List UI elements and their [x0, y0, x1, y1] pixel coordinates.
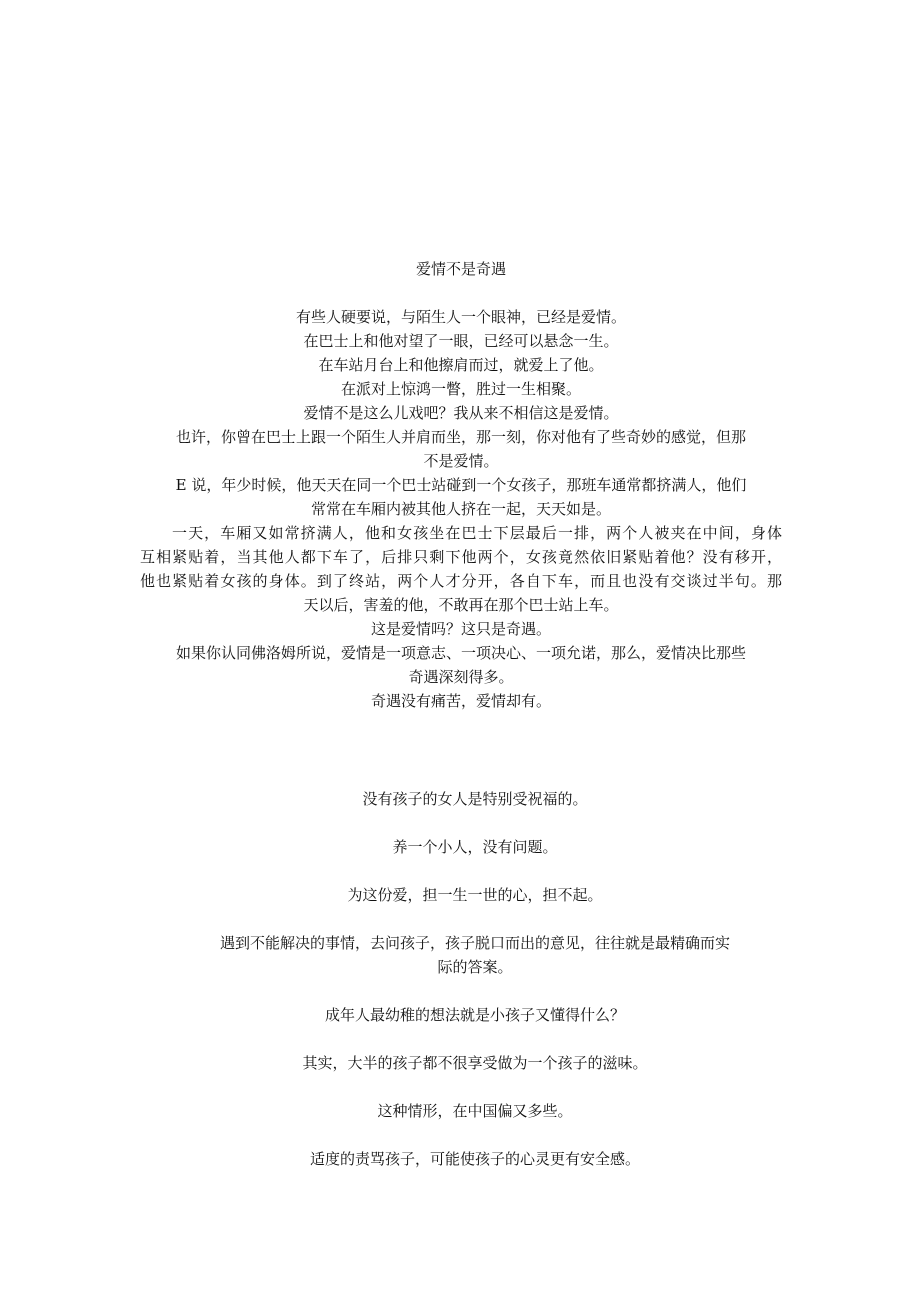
paragraph-line: 常常在车厢内被其他人挤在一起，天天如是。 [310, 500, 611, 518]
paragraph-line: 奇遇没有痛苦，爱情却有。 [370, 692, 551, 710]
paragraph-line: 为这份爱，担一生一世的心，担不起。 [347, 886, 603, 904]
paragraph-line: 如果你认同佛洛姆所说，爱情是一项意志、一项决心、一项允诺，那么，爱情决比那些 [175, 644, 746, 662]
paragraph-line: 奇遇深刻得多。 [408, 668, 514, 686]
paragraph-line: 有些人硬要说，与陌生人一个眼神，已经是爱情。 [295, 308, 626, 326]
paragraph-line: 天以后，害羞的他，不敢再在那个巴士站上车。 [303, 596, 619, 614]
paragraph-line: 成年人最幼稚的想法就是小孩子又懂得什么？ [324, 1006, 625, 1024]
paragraph-line: E 说，年少时候，他天天在同一个巴士站碰到一个女孩子，那班车通常都挤满人，他们 [175, 476, 747, 494]
paragraph-line: 他也紧贴着女孩的身体。到了终站，两个人才分开，各自下车，而且也没有交谈过半句。那 [140, 572, 782, 590]
paragraph-line: 在派对上惊鸿一瞥，胜过一生相聚。 [340, 380, 581, 398]
paragraph-line: 这种情形，在中国偏又多些。 [377, 1102, 573, 1120]
paragraph-line: 这是爱情吗？这只是奇遇。 [370, 620, 551, 638]
paragraph-line: 也许，你曾在巴士上跟一个陌生人并肩而坐，那一刻，你对他有了些奇妙的感觉，但那 [175, 428, 746, 446]
paragraph-line: 在车站月台上和他擦肩而过，就爱上了他。 [318, 356, 604, 374]
paragraph-line: 遇到不能解决的事情，去问孩子，孩子脱口而出的意见，往往就是最精确而实 [219, 934, 730, 952]
paragraph-line: 其实，大半的孩子都不很享受做为一个孩子的滋味。 [302, 1054, 648, 1072]
paragraph-line: 在巴士上和他对望了一眼，已经可以悬念一生。 [303, 332, 619, 350]
paragraph-line: 不是爱情。 [423, 452, 499, 470]
paragraph-line: 互相紧贴着，当其他人都下车了，后排只剩下他两个，女孩竟然依旧紧贴着他？没有移开， [140, 548, 782, 566]
paragraph-line: 爱情不是这么儿戏吧？我从来不相信这是爱情。 [303, 404, 619, 422]
paragraph-line: 没有孩子的女人是特别受祝福的。 [362, 790, 588, 808]
paragraph-line: 适度的责骂孩子，可能使孩子的心灵更有安全感。 [309, 1150, 640, 1168]
article-title: 爱情不是奇遇 [415, 260, 506, 278]
paragraph-line: 养一个小人，没有问题。 [392, 838, 558, 856]
paragraph-line: 一天，车厢又如常挤满人，他和女孩坐在巴士下层最后一排，两个人被夹在中间，身体 [172, 524, 782, 542]
paragraph-line: 际的答案。 [437, 958, 513, 976]
